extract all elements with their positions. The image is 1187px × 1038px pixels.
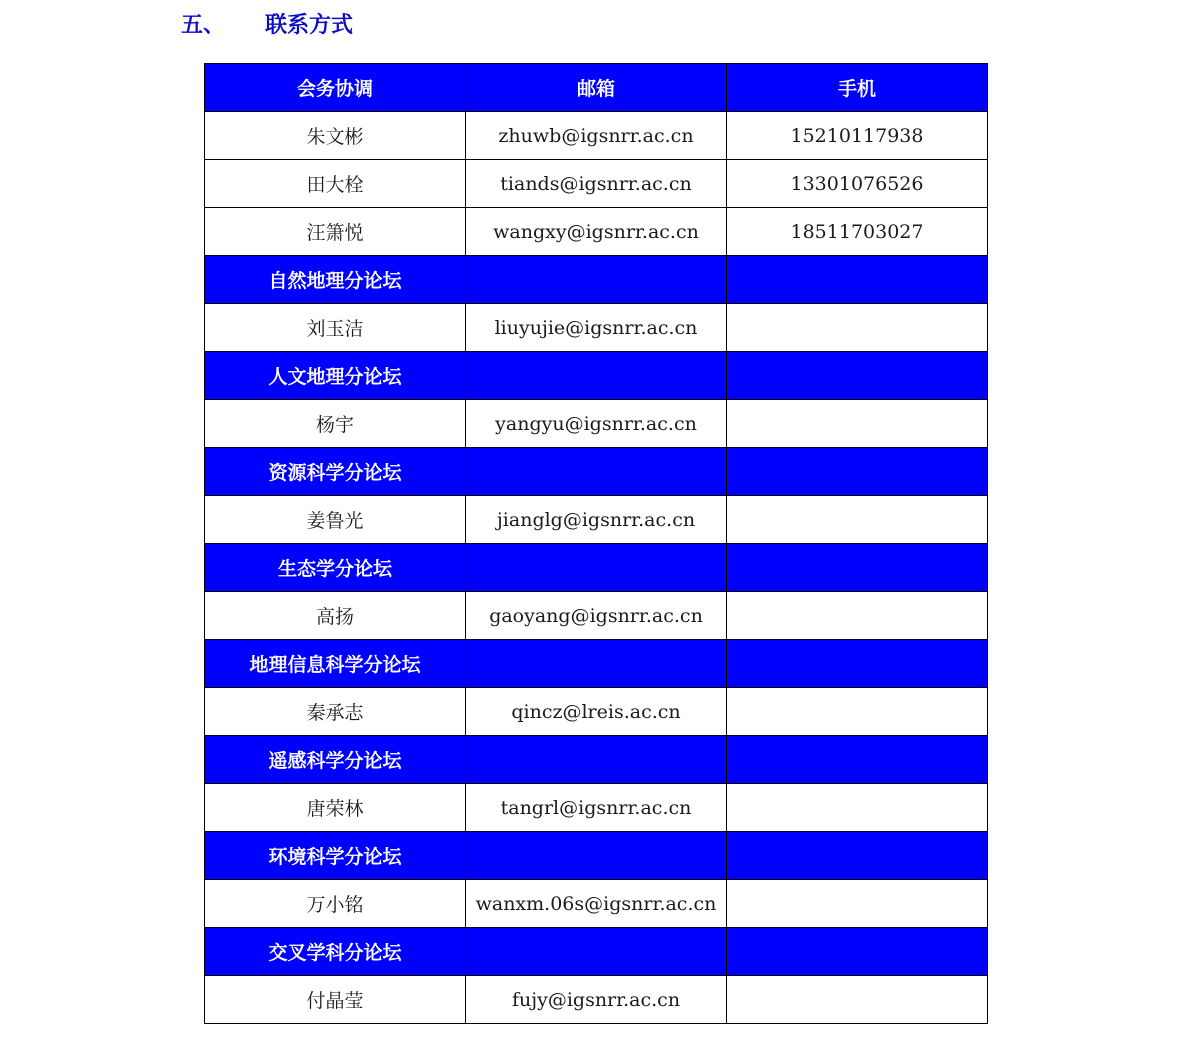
forum-name: 自然地理分论坛 [205,256,466,304]
table-row [205,112,988,160]
contact-table-body [205,64,988,1024]
table-row [205,880,988,928]
table-row [205,688,988,736]
contact-name: 秦承志 [205,688,466,736]
empty-cell [466,736,727,784]
forum-section-row [205,544,988,592]
contact-email[interactable]: liuyujie@igsnrr.ac.cn [466,304,727,352]
contact-phone [727,304,988,352]
empty-cell [466,352,727,400]
contact-email[interactable]: jianglg@igsnrr.ac.cn [466,496,727,544]
contact-name: 高扬 [205,592,466,640]
contact-email[interactable]: gaoyang@igsnrr.ac.cn [466,592,727,640]
table-row [205,784,988,832]
contact-name: 唐荣林 [205,784,466,832]
header-cell-phone: 手机 [727,64,988,112]
contact-table [204,63,988,1024]
table-row [205,160,988,208]
contact-name: 汪箫悦 [205,208,466,256]
forum-section-row [205,640,988,688]
empty-cell [727,352,988,400]
forum-section-row [205,736,988,784]
table-row [205,976,988,1024]
section-title: 联系方式 [265,13,354,38]
contact-phone [727,784,988,832]
empty-cell [727,736,988,784]
contact-email[interactable]: tangrl@igsnrr.ac.cn [466,784,727,832]
contact-phone [727,496,988,544]
empty-cell [466,928,727,976]
forum-name: 交叉学科分论坛 [205,928,466,976]
contact-phone: 15210117938 [727,112,988,160]
empty-cell [727,832,988,880]
forum-name: 环境科学分论坛 [205,832,466,880]
contact-name: 万小铭 [205,880,466,928]
empty-cell [466,544,727,592]
contact-email[interactable]: wanxm.06s@igsnrr.ac.cn [466,880,727,928]
table-row [205,208,988,256]
contact-name: 杨宇 [205,400,466,448]
empty-cell [727,256,988,304]
forum-section-row [205,448,988,496]
table-row [205,304,988,352]
contact-phone [727,400,988,448]
table-row [205,496,988,544]
empty-cell [727,928,988,976]
contact-phone: 18511703027 [727,208,988,256]
contact-phone [727,880,988,928]
forum-name: 遥感科学分论坛 [205,736,466,784]
forum-name: 人文地理分论坛 [205,352,466,400]
empty-cell [466,640,727,688]
empty-cell [466,256,727,304]
section-heading [181,8,353,44]
table-row [205,592,988,640]
contact-phone: 13301076526 [727,160,988,208]
forum-section-row [205,832,988,880]
contact-phone [727,688,988,736]
contact-phone [727,976,988,1024]
table-row [205,400,988,448]
forum-section-row [205,928,988,976]
contact-email[interactable]: zhuwb@igsnrr.ac.cn [466,112,727,160]
contact-email[interactable]: yangyu@igsnrr.ac.cn [466,400,727,448]
forum-name: 生态学分论坛 [205,544,466,592]
contact-phone [727,592,988,640]
contact-email[interactable]: fujy@igsnrr.ac.cn [466,976,727,1024]
forum-name: 资源科学分论坛 [205,448,466,496]
empty-cell [727,640,988,688]
contact-name: 田大栓 [205,160,466,208]
header-cell-email: 邮箱 [466,64,727,112]
contact-email[interactable]: wangxy@igsnrr.ac.cn [466,208,727,256]
contact-name: 刘玉洁 [205,304,466,352]
forum-section-row [205,256,988,304]
contact-email[interactable]: qincz@lreis.ac.cn [466,688,727,736]
table-header-row [205,64,988,112]
empty-cell [466,832,727,880]
section-number: 五、 [181,13,226,38]
empty-cell [466,448,727,496]
contact-name: 朱文彬 [205,112,466,160]
forum-section-row [205,352,988,400]
contact-email[interactable]: tiands@igsnrr.ac.cn [466,160,727,208]
contact-name: 姜鲁光 [205,496,466,544]
forum-name: 地理信息科学分论坛 [205,640,466,688]
contact-name: 付晶莹 [205,976,466,1024]
empty-cell [727,544,988,592]
header-cell-coordination: 会务协调 [205,64,466,112]
empty-cell [727,448,988,496]
